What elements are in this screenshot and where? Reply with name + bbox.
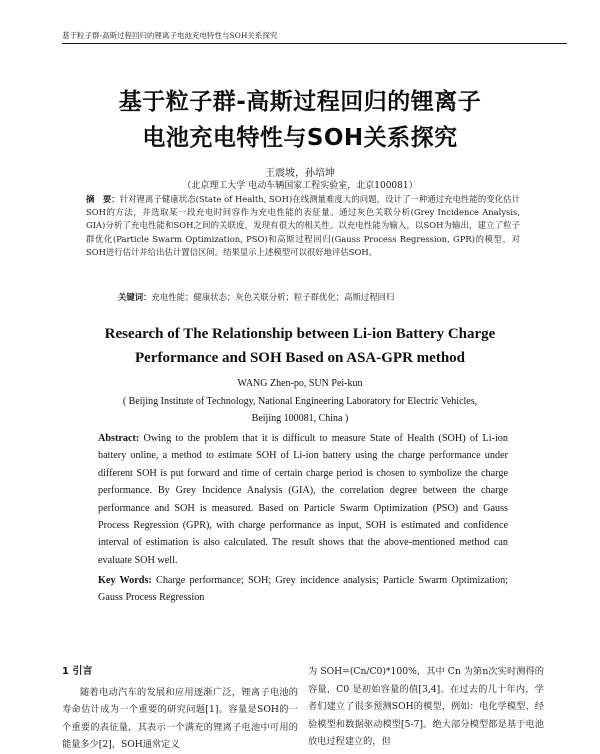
body-right-column <box>308 663 544 751</box>
chinese-abstract-text: 针对锂离子健康状态(State of Health, SOH)在线测量难度大的问题，设计了一种通过充电性能的变化估计SOH的方法，并选取某一段充电时间容作为充电性能的表征量。通过灰色关联分析(Grey Incidence Analysis, GIA)分析了充电性能和SOH之间的关联度，发现有很大的相关性。以充电性能为输入，以SOH为输出，建立了粒子群优化(Particle Swarm Optimization, PSO)和高斯过程回归(Gauss Process Regression, GPR)的模型，对SOH进行估计并给出估计置信区间。结果显示上述模型可以很好地评估SOH。 <box>86 194 520 257</box>
chinese-keywords <box>118 291 523 304</box>
running-head: 基于粒子群-高斯过程回归的锂离子电池充电特性与SOH关系探究 <box>62 30 567 44</box>
english-keywords <box>98 572 508 607</box>
chinese-abstract-label: 摘 要： <box>86 194 120 204</box>
english-keywords-label: Key Words: <box>98 575 152 586</box>
chinese-abstract <box>86 193 520 259</box>
intro-paragraph-left: 随着电动汽车的发展和应用逐渐广泛，锂离子电池的寿命估计成为一个重要的研究问题[1]。容量是SOH的一个重要的表征量，其表示一个满充的锂离子电池中可用的能量多少[2]，SOH通常定义 <box>62 686 298 750</box>
english-authors: WANG Zhen-po, SUN Pei-kun <box>237 378 363 389</box>
intro-paragraph-right: 为 SOH=(Cn/C0)*100%，其中 Cn 为第n次实时测得的容量，C0 是初始容量的值[3,4]。在过去的几十年内，学者们建立了很多预测SOH的模型，例如：电化学模型、经验模型和数据驱动模型[5-7]。绝大部分模型都是基于电池放电过程建立的，但 <box>308 666 544 747</box>
english-affiliation-line2: Beijing 100081, China ) <box>251 413 349 424</box>
body-left-column <box>62 663 298 754</box>
english-title-line1: Research of The Relationship between Li-ion Battery Charge <box>104 326 496 342</box>
english-title-line2: Performance and SOH Based on ASA-GPR method <box>135 350 465 366</box>
chinese-keywords-text: 充电性能；健康状态；灰色关联分析；粒子群优化；高斯过程回归 <box>151 292 395 302</box>
chinese-affiliation: （北京理工大学 电动车辆国家工程实验室，北京100081） <box>182 181 418 191</box>
english-abstract-text: Owing to the problem that it is difficult to measure State of Health (SOH) of Li-ion battery online, a method to estimate SOH of Li-ion battery using the charge performance under different SOH is put forward and time of certain charge period is chosen to symbolize the charge performance. By Grey Incidence Analysis (GIA), the correlation degree between the charge performance and SOH is measured. Based on Particle Swarm Optimization (PSO) and Gauss Process Regression (GPR), with charge performance as input, SOH is estimated and confidence interval of estimation is also calculated. The result shows that the above-mentioned method can evaluate SOH well. <box>98 433 508 566</box>
english-keywords-text: Charge performance; SOH; Grey incidence analysis; Particle Swarm Optimization; Gauss Process Regression <box>98 575 508 604</box>
english-abstract <box>98 430 508 569</box>
section-heading-introduction: 1 引言 <box>62 666 93 677</box>
chinese-title-line2: 电池充电特性与SOH关系探究 <box>142 125 458 151</box>
chinese-keywords-label: 关键词： <box>118 292 152 302</box>
english-abstract-label: Abstract: <box>98 433 140 444</box>
chinese-title-line1: 基于粒子群-高斯过程回归的锂离子 <box>118 89 482 115</box>
english-affiliation-line1: ( Beijing Institute of Technology, National Engineering Laboratory for Electric Vehicles, <box>122 396 478 407</box>
chinese-authors: 王震坡，孙培坤 <box>265 168 335 179</box>
